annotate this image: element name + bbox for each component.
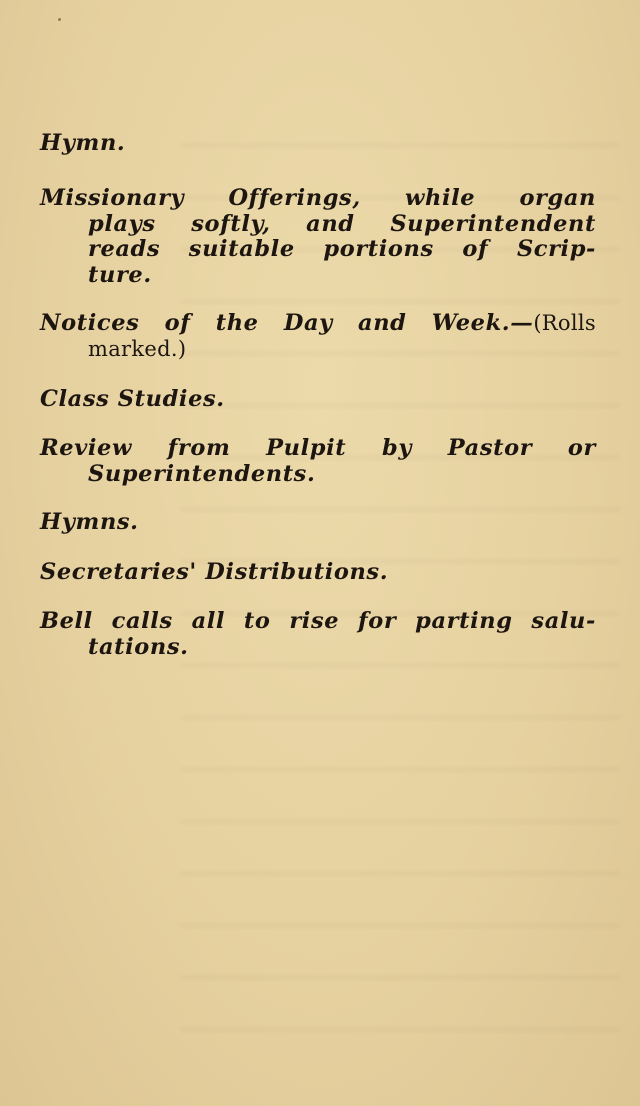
- word: rise: [289, 608, 340, 634]
- missionary-line-2: [40, 212, 596, 238]
- program-item-hymn: [40, 131, 596, 157]
- word: Notices: [40, 310, 140, 336]
- missionary-line-1: [40, 186, 596, 212]
- word: reads: [88, 236, 161, 262]
- class-studies-text: Class Studies.: [40, 386, 225, 412]
- missionary-line-3: [40, 237, 596, 263]
- word: salu-: [531, 608, 596, 634]
- word: Missionary: [40, 185, 185, 211]
- program-item-missionary-offerings: [40, 186, 596, 288]
- word: Week.—: [431, 310, 534, 336]
- program-item-review: [40, 436, 596, 487]
- review-line-1: [40, 436, 596, 462]
- bell-line-1: [40, 609, 596, 635]
- speck: [58, 18, 61, 21]
- word: while: [405, 185, 476, 211]
- word: and: [358, 310, 407, 336]
- word: of: [164, 310, 191, 336]
- notices-line-1: [40, 311, 596, 337]
- word: Offerings,: [228, 185, 361, 211]
- missionary-line-4: ture.: [88, 261, 152, 288]
- program-item-secretaries: [40, 560, 596, 586]
- word: portions: [323, 236, 434, 262]
- word: Bell: [40, 608, 93, 634]
- bell-line-2: tations.: [88, 633, 189, 660]
- hymns-text: Hymns.: [40, 509, 139, 535]
- hymn-text: Hymn.: [40, 130, 126, 156]
- word: for: [357, 608, 397, 634]
- word: softly,: [191, 210, 271, 237]
- word: or: [567, 435, 596, 461]
- word: Review: [40, 435, 132, 461]
- word: Day: [283, 310, 333, 336]
- word: and: [306, 210, 355, 237]
- program-item-class-studies: [40, 387, 596, 413]
- review-line-2: Superintendents.: [88, 460, 316, 487]
- word: plays: [88, 210, 156, 237]
- word: Superintendent: [390, 210, 596, 237]
- word: by: [381, 435, 412, 461]
- secretaries-text: Secretaries' Distributions.: [40, 559, 389, 585]
- word: the: [215, 310, 259, 336]
- word: calls: [111, 608, 173, 634]
- word: Pulpit: [266, 435, 347, 461]
- notices-line-2: marked.): [88, 336, 187, 361]
- word: from: [167, 435, 231, 461]
- word: of: [462, 236, 489, 262]
- word: Pastor: [447, 435, 533, 461]
- program-item-notices: [40, 311, 596, 362]
- word-group: [432, 311, 596, 337]
- roman-text: (Rolls: [533, 311, 596, 335]
- word: to: [243, 608, 271, 634]
- word: suitable: [188, 236, 295, 262]
- word: Scrip-: [516, 236, 596, 262]
- program-item-hymns: [40, 510, 596, 536]
- word: organ: [519, 185, 596, 211]
- word: parting: [415, 608, 513, 634]
- program-item-bell: [40, 609, 596, 660]
- word: all: [191, 608, 226, 634]
